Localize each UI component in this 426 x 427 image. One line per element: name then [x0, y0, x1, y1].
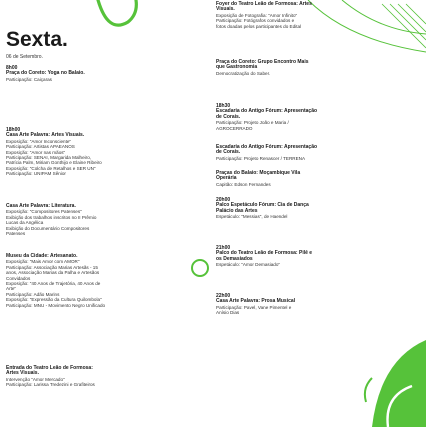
event-detail-line: anos, Associação Marias da Palha e Artesãos: [6, 270, 100, 276]
event-detail-line: Exposição: "Expressão da Cultura Quilombola": [6, 297, 102, 303]
event-detail-line: Participação: Pavel, Vane Pimentel e: [216, 304, 292, 310]
event-time: 20h00: [216, 197, 231, 203]
event-right-3: [216, 145, 412, 161]
event-detail-line: Exposição: "40 Anos de Trajetória, 40 Anos de: [6, 281, 101, 287]
event-right-2: [216, 104, 412, 131]
event-title: Palco do Teatro Leão de Formosa: Pilê e: [216, 250, 313, 257]
event-detail-line: Exposição: "Colcha de Retalhos e SER UN": [6, 165, 96, 171]
event-detail-line: Democratização do Saber.: [216, 70, 271, 76]
event-title-cont: Artes Visuais.: [6, 370, 39, 377]
event-detail-line: Capitão: Edson Fernandes: [216, 181, 271, 187]
event-detail-line: Convidados: [6, 275, 31, 281]
event-title-cont: Palácio das Artes: [216, 207, 258, 214]
event-detail-line: Participação: Associação Marias Artesãs - 15: [6, 264, 98, 270]
event-detail-line: Exibição do Documentário Compositores: [6, 225, 90, 231]
event-title-cont: que Gastronomia: [216, 64, 258, 71]
event-title: Casa Arte Palavra: Artes Visuais.: [6, 132, 85, 139]
event-detail-line: Participação: UNIPAM Sênior: [6, 171, 66, 177]
event-title: Foyer do Teatro Leão de Formosa: Artes: [216, 1, 312, 7]
event-time: 18h00: [6, 127, 21, 133]
event-detail-line: AGROCERRADO: [216, 125, 253, 131]
event-detail-line: Participação: Larissa Tredezini e Grafiteiros: [6, 382, 95, 388]
event-detail-line: Exposição: "Compositores Patenses": [6, 209, 82, 215]
event-detail-line: Exposição: "Amor Inconsciente": [6, 138, 72, 144]
event-detail-line: Exposição de Fotografia: "Amor Infinito": [216, 12, 298, 18]
event-right-5: [216, 198, 412, 220]
date-subtitle: 06 de Setembro.: [6, 54, 43, 60]
event-detail-line: Espetáculo: "Messias", de Haendel: [216, 214, 288, 220]
event-right-6: [216, 246, 412, 268]
event-title: Escadaria do Antigo Fórum: Apresentação: [216, 108, 318, 115]
event-title: Praças do Balaio: Moçambique Vila: [216, 170, 301, 176]
event-title: Palco Espetáculo Fórum: Cia de Dança: [216, 202, 309, 209]
event-left-0: [6, 66, 200, 82]
event-title: Casa Arte Palavra: Literatura.: [6, 203, 76, 209]
event-detail-line: Arte": [6, 286, 17, 292]
event-title: Praça do Coreto: Yoga no Balaio.: [6, 70, 85, 77]
event-time: 22h00: [216, 293, 231, 299]
event-detail-line: Intervenção "Amor Mercado": [6, 376, 65, 382]
event-time: 21h00: [216, 245, 231, 251]
event-left-4: [6, 366, 200, 388]
green-blob-bottomright: [372, 340, 426, 427]
event-title-cont: Visuais.: [216, 6, 235, 13]
event-left-3: [6, 254, 200, 308]
event-detail-line: Participação: Adão Marins: [6, 291, 60, 297]
event-title: Museu da Cidade: Artesanato.: [6, 253, 78, 259]
event-detail-line: Participação: Fotógrafos convidados e: [216, 18, 295, 24]
event-right-7: [216, 294, 412, 316]
event-title-cont: os Demasiados: [216, 255, 253, 262]
event-title: Casa Arte Palavra: Prosa Musical: [216, 298, 296, 305]
event-detail-line: Anísio Dias: [216, 310, 240, 316]
event-time: 8h00: [6, 65, 18, 71]
event-time: 18h30: [216, 103, 231, 109]
event-right-1: [216, 60, 412, 76]
event-detail-line: Patenses: [6, 231, 26, 237]
event-detail-line: Participação: Caiçaras: [6, 76, 52, 82]
event-title-cont: de Corais.: [216, 149, 241, 156]
event-detail-line: Exibição dos trabalhos inscritos no II Prêmio: [6, 214, 97, 220]
event-title: Praça do Coreto: Grupo Encontro Mais: [216, 59, 309, 65]
event-left-1: [6, 128, 200, 177]
event-detail-line: fotos doadas pelos participantes do Edital: [216, 23, 302, 29]
event-title-cont: Operária: [216, 175, 237, 182]
event-detail-line: Lucas da Angélica: [6, 220, 44, 226]
event-left-2: [6, 204, 200, 236]
event-detail-line: Espetáculo: "Amor Demasiado": [216, 262, 281, 268]
event-detail-line: Participação: Artistas APAEANOS: [6, 144, 75, 150]
event-detail-line: Participação: MNU - Movimento Negro Unificado: [6, 302, 106, 308]
green-arc: [98, 0, 136, 25]
event-right-4: [216, 171, 412, 187]
event-detail-line: Participação: SENAI, Margarida Malheiro,: [6, 155, 92, 161]
event-detail-line: Patrícia Palm, Miriam Gonthijo e Elaine Ribeiro: [6, 160, 102, 166]
event-right-0: [216, 2, 412, 29]
day-title: Sexta.: [6, 28, 68, 51]
event-title: Escadaria do Antigo Fórum: Apresentação: [216, 144, 318, 150]
event-detail-line: Exposição: "Mais Amor com AMOR": [6, 259, 80, 265]
event-detail-line: Exposição: "Amor nas mãos": [6, 149, 66, 155]
green-arc-bottom: [365, 378, 372, 402]
event-title-cont: de Corais.: [216, 113, 241, 120]
event-detail-line: Participação: Projeto Renascer / TERRENA: [216, 155, 306, 161]
event-title: Entrada do Teatro Leão de Formosa:: [6, 365, 93, 371]
event-detail-line: Participação: Projeto João e Maria /: [216, 120, 289, 126]
